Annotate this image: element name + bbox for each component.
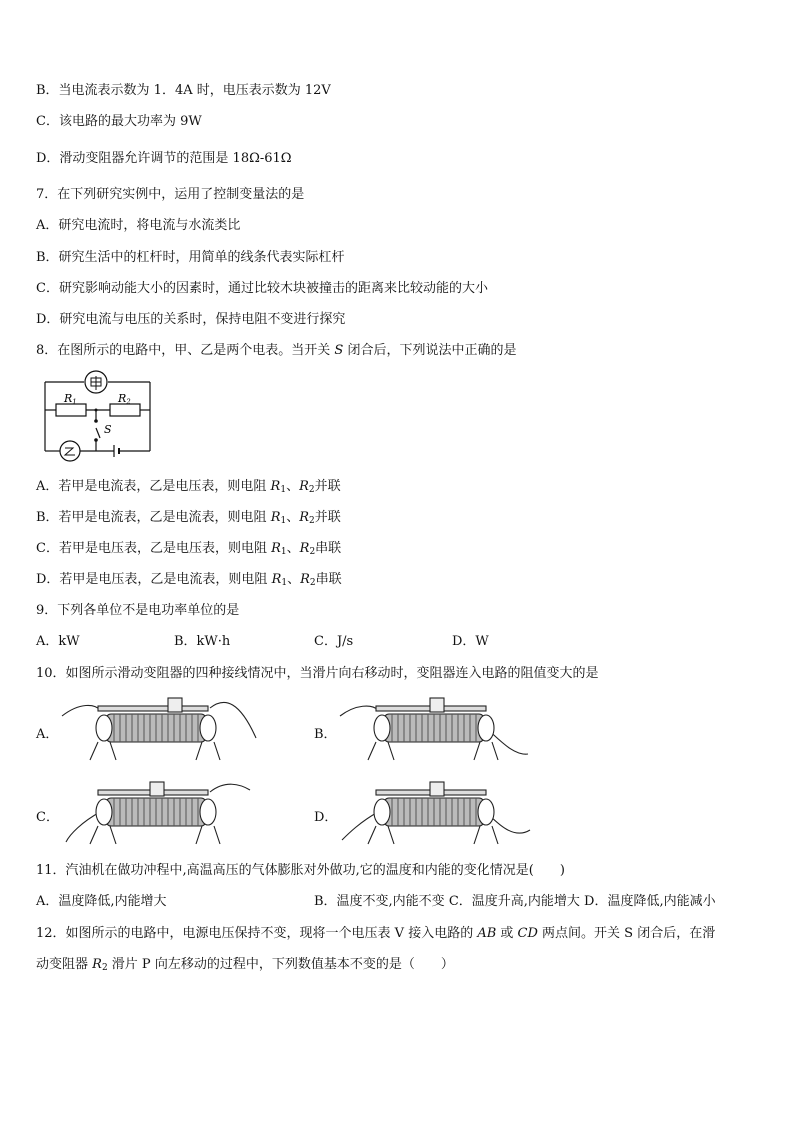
q8-option-d: D．若甲是电压表，乙是电流表，则电阻 $R_1$、$R_2$串联	[36, 572, 342, 588]
r2-label: R2	[118, 392, 131, 406]
q11-option-a: A．温度降低,内能增大	[36, 894, 167, 909]
q11-options-bcd: B．温度不变,内能不变 C．温度升高,内能增大 D．温度降低,内能减小	[314, 894, 716, 909]
q7-option-d: D．研究电流与电压的关系时，保持电阻不变进行探究	[36, 312, 346, 327]
rheostat-figure-a	[60, 694, 260, 766]
rheostat-figure-b	[338, 694, 538, 766]
q6-option-c: C．该电路的最大功率为 9W	[36, 114, 202, 129]
q12-line-1: 12．如图所示的电路中，电源电压保持不变，现将一个电压表 V 接入电路的 AB 或 CD 两点间。开关 S 闭合后，在滑	[36, 926, 716, 941]
switch-label: S	[104, 423, 112, 436]
q11-stem: 11．汽油机在做功冲程中,高温高压的气体膨胀对外做功,它的温度和内能的变化情况是( )	[36, 863, 565, 878]
q8-option-b: B．若甲是电流表，乙是电流表，则电阻 $R_1$、$R_2$并联	[36, 510, 341, 526]
q9-option-d: D．W	[452, 634, 489, 649]
r1-label: R1	[64, 392, 77, 406]
q6-option-b: B．当电流表示数为 1．4A 时，电压表示数为 12V	[36, 83, 331, 98]
q9-stem: 9．下列各单位不是电功率单位的是	[36, 603, 240, 618]
q7-option-b: B．研究生活中的杠杆时，用简单的线条代表实际杠杆	[36, 250, 345, 265]
q8-option-c: C．若甲是电压表，乙是电压表，则电阻 $R_1$、$R_2$串联	[36, 541, 342, 557]
q12-line-2: 动变阻器 $R_2$ 滑片 P 向左移动的过程中，下列数值基本不变的是（ ）	[36, 957, 454, 973]
q8-option-a: A．若甲是电流表，乙是电压表，则电阻 $R_1$、$R_2$并联	[36, 479, 341, 495]
q8-circuit-diagram	[40, 368, 160, 468]
rheostat-figure-c	[60, 778, 260, 850]
q8-stem: 8．在图所示的电路中，甲、乙是两个电表。当开关 S 闭合后，下列说法中正确的是	[36, 343, 517, 358]
q7-option-a: A．研究电流时，将电流与水流类比	[36, 218, 241, 233]
q9-option-a: A．kW	[36, 634, 80, 649]
q10-label-b: B．	[314, 727, 337, 742]
q9-option-c: C．J/s	[314, 634, 354, 649]
q10-stem: 10．如图所示滑动变阻器的四种接线情况中，当滑片向右移动时，变阻器连入电路的阻值变大的是	[36, 666, 599, 681]
q6-option-d: D．滑动变阻器允许调节的范围是 18Ω-61Ω	[36, 151, 292, 166]
q10-label-d: D．	[314, 810, 338, 825]
q7-stem: 7．在下列研究实例中，运用了控制变量法的是	[36, 187, 305, 202]
q7-option-c: C．研究影响动能大小的因素时，通过比较木块被撞击的距离来比较动能的大小	[36, 281, 488, 296]
q10-label-c: C．	[36, 810, 59, 825]
q10-label-a: A．	[36, 727, 59, 742]
rheostat-figure-d	[338, 778, 538, 850]
q9-option-b: B．kW·h	[174, 634, 231, 649]
